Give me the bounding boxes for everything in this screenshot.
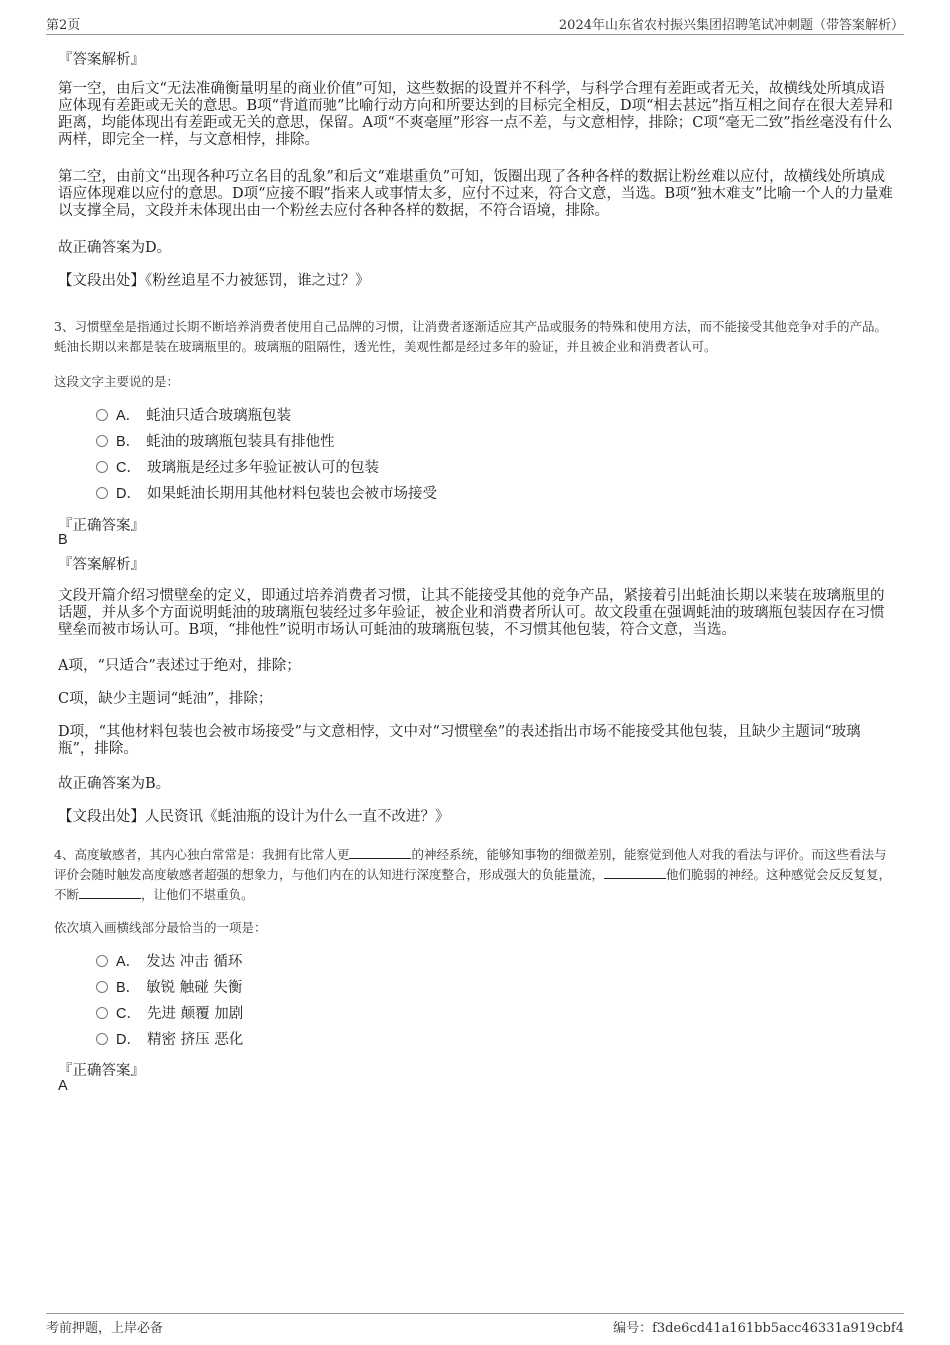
q4-option-c[interactable]: C． 先进 颠覆 加剧 [96,1004,243,1024]
radio-icon[interactable] [96,1007,108,1019]
q3-option-c[interactable]: C． 玻璃瓶是经过多年验证被认可的包装 [96,458,379,478]
q2-analysis-para-2: 第二空，由前文“出现各种巧立名目的乱象”和后文“难堪重负”可知，饭圈出现了各种各样的数据让粉丝难以应付，故横线处所填成语应体现难以应付的意思。D项“应接不暇”指来人或事情太多，应付不过来，符合文意，当选。B项“独木难支”比喻一个人的力量难以支撑全局，文段并未体现出由一个粉丝去应付各种各样的数据，不符合语境，排除。 [58,169,893,219]
q4-option-b[interactable]: B． 敏锐 触碰 失衡 [96,978,242,998]
radio-icon[interactable] [96,981,108,993]
q4-correct-tag: 『正确答案』 [58,1063,145,1079]
q2-analysis-para-1: 第一空，由后文“无法准确衡量明星的商业价值”可知，这些数据的设置并不科学，与科学合理有差距或者无关，故横线处所填成语应体现有差距或无关的意思。B项“背道而驰”比喻行动方向和所要达到的目标完全相反，D项“相去甚远”指互相之间存在很大差异和距离，均能体现出有差距或无关的意思，保留。A项“不爽毫厘”形容一点不差，与文意相悖，排除；C项“毫无二致”指丝毫没有什么两样，即完全一样，与文意相悖，排除。 [58,81,893,148]
radio-icon[interactable] [96,487,108,499]
q3-option-b[interactable]: B． 蚝油的玻璃瓶包装具有排他性 [96,432,335,452]
q3-correct-tag: 『正确答案』 [58,518,145,534]
page-number: 第2页 [46,18,81,33]
q3-conclusion: 故正确答案为B。 [58,776,171,792]
q3-analysis-para-3: C项，缺少主题词“蚝油”，排除； [58,691,273,707]
q4-prompt: 依次填入画横线部分最恰当的一项是： [54,920,267,935]
q3-prompt: 这段文字主要说的是： [54,374,180,389]
blank-2 [604,866,666,879]
q3-analysis-para-1: 文段开篇介绍习惯壁垒的定义，即通过培养消费者习惯，让其不能接受其他的竞争产品，紧接着引出蚝油长期以来装在玻璃瓶里的话题，并从多个方面说明蚝油的玻璃瓶包装经过多年验证，被企业和消费者所认可。故文段重在强调蚝油的玻璃瓶包装因存在习惯壁垒而被市场认可。B项，“排他性”说明市场认可蚝油的玻璃瓶包装，不习惯其他包装，符合文意，当选。 [58,588,885,638]
q2-conclusion: 故正确答案为D。 [58,240,172,256]
radio-icon[interactable] [96,461,108,473]
q4-option-d[interactable]: D． 精密 挤压 恶化 [96,1030,243,1050]
q2-analysis-tag: 『答案解析』 [58,52,145,68]
footer-doc-id: 编号：f3de6cd41a161bb5acc46331a919cbf4 [613,1321,904,1336]
blank-1 [349,846,411,859]
q3-source: 【文段出处】人民资讯《蚝油瓶的设计为什么一直不改进？》 [58,809,450,825]
q3-analysis-para-4: D项，“其他材料包装也会被市场接受”与文意相悖，文中对“习惯壁垒”的表述指出市场不能接受其他包装，且缺少主题词“玻璃瓶”，排除。 [58,724,861,757]
q3-option-a[interactable]: A． 蚝油只适合玻璃瓶包装 [96,406,291,426]
q4-correct-answer: A [58,1078,68,1094]
radio-icon[interactable] [96,1033,108,1045]
q4-option-a[interactable]: A． 发达 冲击 循环 [96,952,242,972]
q3-correct-answer: B [58,532,68,548]
q4-question-text: 4、高度敏感者，其内心独白常常是：我拥有比常人更 的神经系统，能够知事物的细微差别，能察觉到他人对我的看法与评价。而这些看法与评价会随时触发高度敏感者超强的想象力，与他们内在的认知进行深度整合，形成强大的负能量流， 他们脆弱的神经。这种感觉会反反复复，不断 ，让他们不堪重负。 [54,847,892,902]
radio-icon[interactable] [96,435,108,447]
footer-slogan: 考前押题，上岸必备 [46,1321,164,1336]
page-footer [46,1313,904,1336]
q3-analysis-tag: 『答案解析』 [58,557,145,573]
q2-source: 【文段出处】《粉丝追星不力被惩罚，谁之过？》 [58,273,370,289]
page-header [46,14,904,35]
q3-analysis-para-2: A项，“只适合”表述过于绝对，排除； [58,658,301,674]
radio-icon[interactable] [96,409,108,421]
q3-option-d[interactable]: D． 如果蚝油长期用其他材料包装也会被市场接受 [96,484,437,504]
radio-icon[interactable] [96,955,108,967]
document-title: 2024年山东省农村振兴集团招聘笔试冲刺题（带答案解析） [558,18,904,33]
blank-3 [79,886,141,899]
q3-question-text: 3、习惯壁垒是指通过长期不断培养消费者使用自己品牌的习惯，让消费者逐渐适应其产品或服务的特殊和使用方法，而不能接受其他竞争对手的产品。蚝油长期以来都是装在玻璃瓶里的。玻璃瓶的阻隔性，透光性，美观性都是经过多年的验证，并且被企业和消费者认可。 [54,319,887,354]
